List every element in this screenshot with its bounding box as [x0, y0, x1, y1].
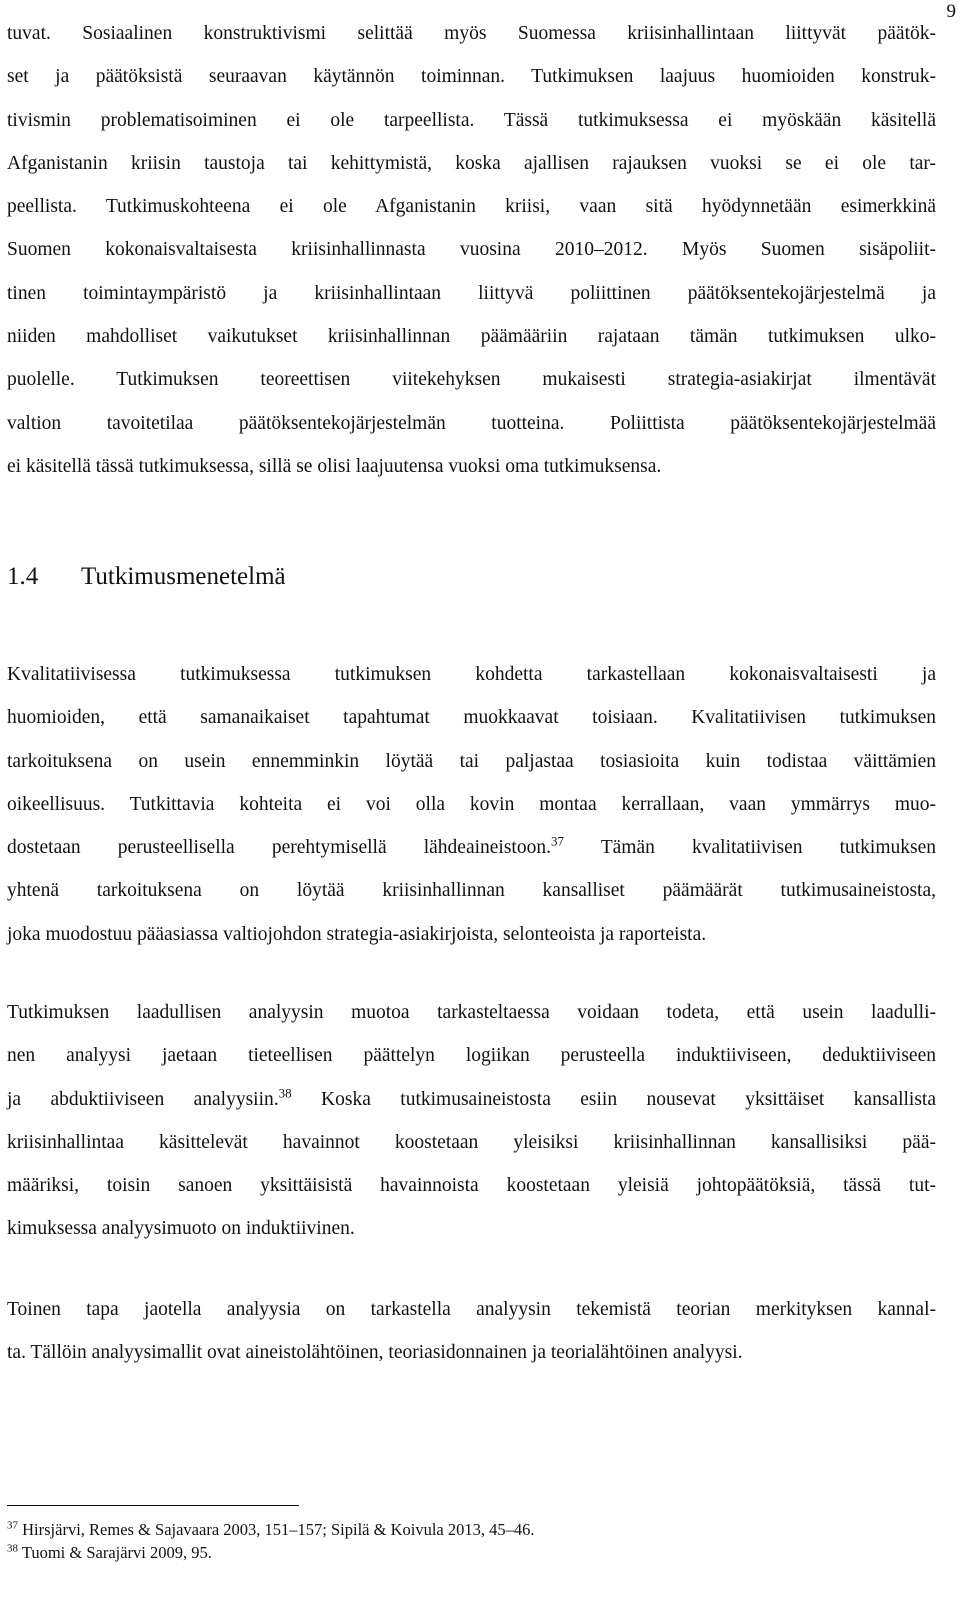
text-fragment: dostetaan perusteellisella perehtymisellä lähdeaineistoon.	[7, 837, 551, 859]
text-line: puolelle. Tutkimuksen teoreettisen viitekehyksen mukaisesti strategia-asiakirjat ilmentävät	[7, 369, 936, 391]
text-line: valtion tavoitetilaa päätöksentekojärjestelmän tuotteina. Poliittista päätöksentekojärjestelmää	[7, 412, 936, 434]
section-number: 1.4	[7, 563, 39, 590]
text-fragment: Koska tutkimusaineistosta esiin nousevat yksittäiset kansallista	[291, 1088, 936, 1110]
text-line: tivismin problematisoiminen ei ole tarpeellista. Tässä tutkimuksessa ei myöskään käsitellä	[7, 109, 936, 131]
text-line: tinen toimintaympäristö ja kriisinhallintaan liittyvä poliittinen päätöksentekojärjestelmä ja	[7, 282, 936, 304]
section-title: Tutkimusmenetelmä	[81, 563, 286, 590]
paragraph-2	[7, 653, 936, 956]
text-fragment: Tämän kvalitatiivisen tutkimuksen	[563, 837, 936, 859]
text-line: niiden mahdolliset vaikutukset kriisinhallinnan päämääriin rajataan tämän tutkimuksen ulko-	[7, 326, 936, 348]
text-line: huomioiden, että samanaikaiset tapahtumat muokkaavat toisiaan. Kvalitatiivisen tutkimuksen	[7, 707, 936, 729]
text-line: Toinen tapa jaotella analyysia on tarkastella analyysin tekemistä teorian merkityksen kannal-	[7, 1299, 936, 1320]
paragraph-3	[7, 991, 936, 1251]
text-line: kimuksessa analyysimuoto on induktiivinen.	[7, 1218, 355, 1240]
text-line: kriisinhallintaa käsittelevät havainnot koostetaan yleisiksi kriisinhallinnan kansallisiksi pää-	[7, 1131, 936, 1153]
footnote-text: Tuomi & Sarajärvi 2009, 95.	[18, 1543, 212, 1562]
footnote-reference[interactable]: 38	[278, 1085, 292, 1101]
text-line	[7, 1078, 936, 1121]
footnote-text: Hirsjärvi, Remes & Sajavaara 2003, 151–157; Sipilä & Koivula 2013, 45–46.	[18, 1520, 535, 1539]
text-line: nen analyysi jaetaan tieteellisen päättelyn logiikan perusteella induktiiviseen, deduktiiviseen	[7, 1045, 936, 1067]
text-line: oikeellisuus. Tutkittavia kohteita ei voi olla kovin montaa kerrallaan, vaan ymmärrys muo-	[7, 793, 936, 815]
text-line: Suomen kokonaisvaltaisesta kriisinhallinnasta vuosina 2010–2012. Myös Suomen sisäpoliit-	[7, 239, 936, 261]
text-line: peellista. Tutkimuskohteena ei ole Afganistanin kriisi, vaan sitä hyödynnetään esimerkkinä	[7, 196, 936, 218]
footnote-separator	[7, 1505, 299, 1506]
footnote-38	[7, 1543, 212, 1563]
section-heading	[7, 561, 286, 593]
footnote-number: 38	[7, 1542, 18, 1555]
footnote-reference[interactable]: 37	[550, 833, 564, 849]
paragraph-1	[7, 12, 936, 488]
paragraph-4	[7, 1288, 936, 1375]
text-line: joka muodostuu pääasiassa valtiojohdon strategia-asiakirjoista, selonteoista ja raporteista.	[7, 923, 707, 945]
text-line: määriksi, toisin sanoen yksittäisistä havainnoista koostetaan yleisiä johtopäätöksiä, tässä tut-	[7, 1175, 936, 1197]
footnote-37	[7, 1520, 534, 1540]
page-number: 9	[946, 1, 956, 22]
text-line: set ja päätöksistä seuraavan käytännön toiminnan. Tutkimuksen laajuus huomioiden konstruk-	[7, 66, 936, 88]
footnote-number: 37	[7, 1519, 18, 1532]
text-line: ei käsitellä tässä tutkimuksessa, sillä se olisi laajuutensa vuoksi oma tutkimuksensa.	[7, 455, 662, 477]
text-line: tarkoituksena on usein ennemminkin löytää tai paljastaa tosiasioita kuin todistaa väittämien	[7, 750, 936, 772]
text-line: yhtenä tarkoituksena on löytää kriisinhallinnan kansalliset päämäärät tutkimusaineistosta,	[7, 880, 936, 902]
text-line: Tutkimuksen laadullisen analyysin muotoa tarkasteltaessa voidaan todeta, että usein laadulli-	[7, 1002, 936, 1023]
text-line: tuvat. Sosiaalinen konstruktivismi selittää myös Suomessa kriisinhallintaan liittyvät päätök-	[7, 23, 936, 44]
text-line: Afganistanin kriisin taustoja tai kehittymistä, koska ajallisen rajauksen vuoksi se ei ole tar-	[7, 152, 936, 174]
text-fragment: ja abduktiiviseen analyysiin.	[7, 1088, 279, 1110]
text-line	[7, 826, 936, 869]
text-line: ta. Tällöin analyysimallit ovat aineistolähtöinen, teoriasidonnainen ja teorialähtöinen analyysi.	[7, 1342, 743, 1364]
text-line: Kvalitatiivisessa tutkimuksessa tutkimuksen kohdetta tarkastellaan kokonaisvaltaisesti ja	[7, 664, 936, 685]
